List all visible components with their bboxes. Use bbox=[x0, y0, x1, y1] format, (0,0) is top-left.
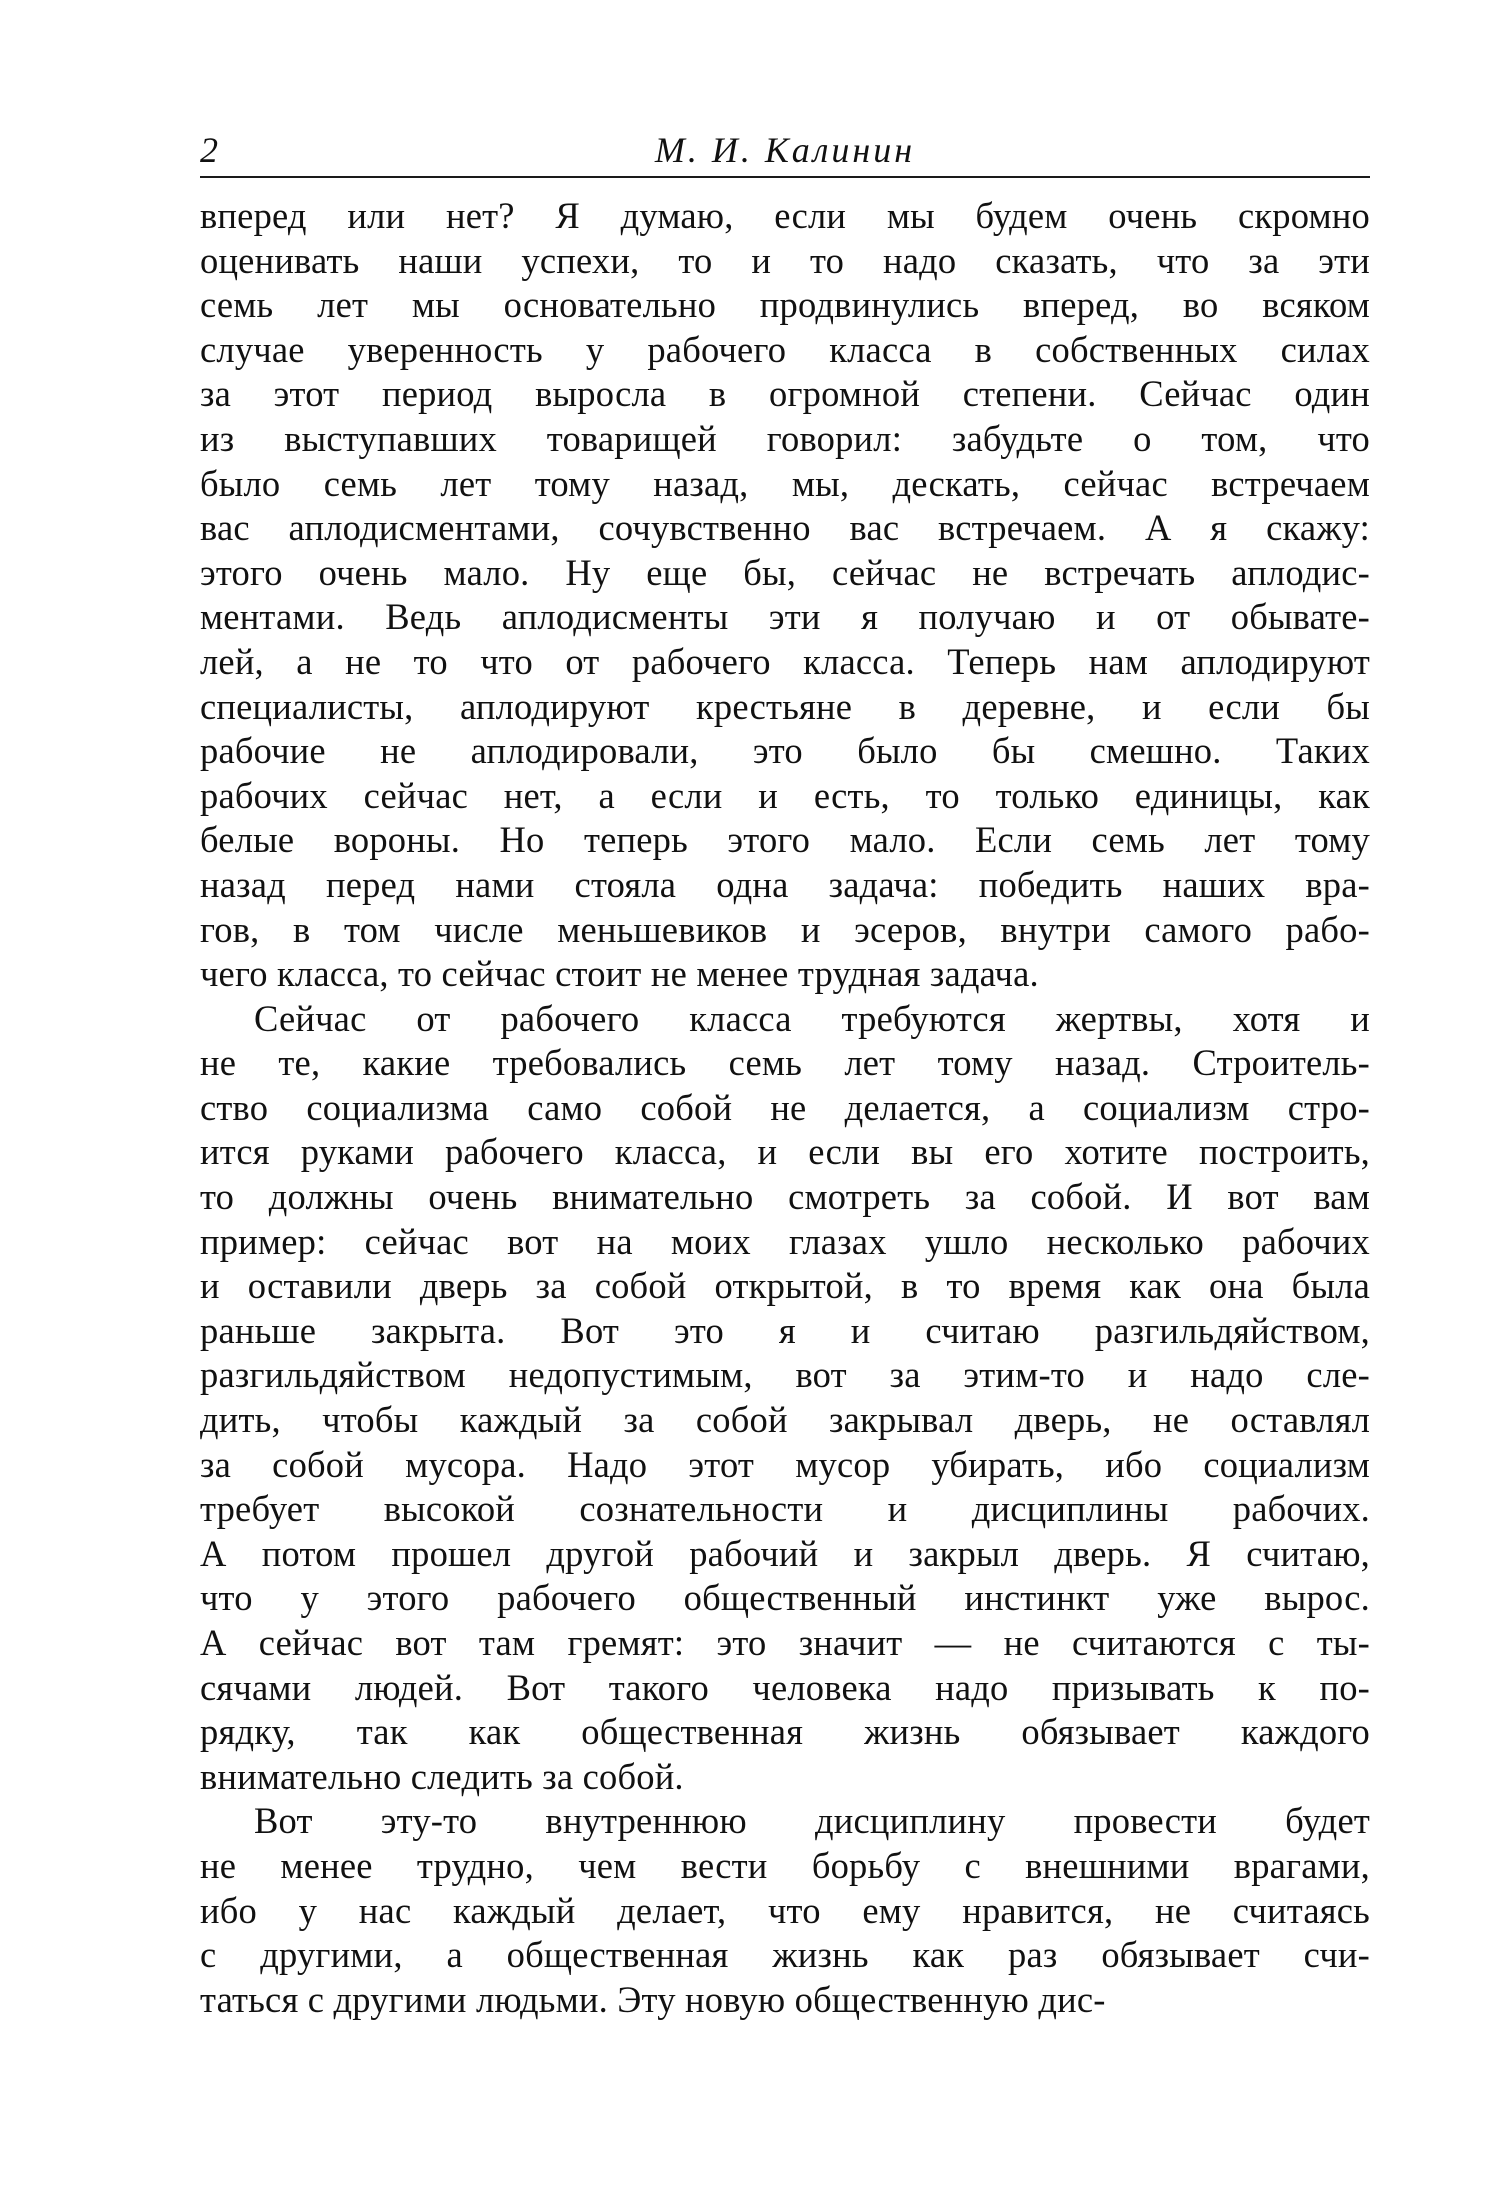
text-line: семь лет мы основательно продвинулись вперед, во всяком bbox=[200, 284, 1370, 326]
text-line: что у этого рабочего общественный инстинкт уже вырос. bbox=[200, 1577, 1370, 1619]
text-line: не те, какие требовались семь лет тому назад. Строитель- bbox=[200, 1042, 1370, 1084]
page-number: 2 bbox=[200, 130, 218, 170]
text-line: вас аплодисментами, сочувственно вас встречаем. А я скажу: bbox=[200, 507, 1370, 549]
text-line: было семь лет тому назад, мы, дескать, сейчас встречаем bbox=[200, 462, 1370, 504]
text-line: лей, а не то что от рабочего класса. Теперь нам аплодируют bbox=[200, 640, 1370, 682]
text-line: Сейчас от рабочего класса требуются жертвы, хотя и bbox=[254, 997, 1370, 1039]
text-line: белые вороны. Но теперь этого мало. Если семь лет тому bbox=[200, 819, 1370, 861]
text-line: за этот период выросла в огромной степени. Сейчас один bbox=[200, 373, 1370, 415]
text-line: оценивать наши успехи, то и то надо сказать, что за эти bbox=[200, 239, 1370, 281]
body-text bbox=[200, 194, 1370, 2022]
text-line: не менее трудно, чем вести борьбу с внешними врагами, bbox=[200, 1844, 1370, 1886]
text-line: рабочие не аплодировали, это было бы смешно. Таких bbox=[200, 730, 1370, 772]
text-line: и оставили дверь за собой открытой, в то время как она была bbox=[200, 1265, 1370, 1307]
text-line: то должны очень внимательно смотреть за собой. И вот вам bbox=[200, 1176, 1370, 1218]
text-line: таться с другими людьми. Эту новую общественную дис- bbox=[200, 1978, 1106, 2020]
running-head bbox=[200, 120, 1370, 178]
text-line: А потом прошел другой рабочий и закрыл дверь. Я считаю, bbox=[200, 1532, 1370, 1574]
paragraph bbox=[200, 997, 1370, 1800]
text-line: пример: сейчас вот на моих глазах ушло несколько рабочих bbox=[200, 1220, 1370, 1262]
text-line: случае уверенность у рабочего класса в собственных силах bbox=[200, 328, 1370, 370]
text-line: разгильдяйством недопустимым, вот за этим-то и надо сле- bbox=[200, 1354, 1370, 1396]
text-line: ментами. Ведь аплодисменты эти я получаю и от обывате- bbox=[200, 596, 1370, 638]
text-line: за собой мусора. Надо этот мусор убирать, ибо социализм bbox=[200, 1443, 1370, 1485]
text-line: требует высокой сознательности и дисциплины рабочих. bbox=[200, 1488, 1370, 1530]
paragraph bbox=[200, 1799, 1370, 2022]
text-line: с другими, а общественная жизнь как раз обязывает счи- bbox=[200, 1934, 1370, 1976]
text-line: чего класса, то сейчас стоит не менее трудная задача. bbox=[200, 953, 1039, 995]
text-line: из выступавших товарищей говорил: забудьте о том, что bbox=[200, 417, 1370, 459]
text-line: ство социализма само собой не делается, а социализм стро- bbox=[200, 1086, 1370, 1128]
text-line: дить, чтобы каждый за собой закрывал дверь, не оставлял bbox=[200, 1399, 1370, 1441]
text-line: рядку, так как общественная жизнь обязывает каждого bbox=[200, 1711, 1370, 1753]
text-line: ибо у нас каждый делает, что ему нравится, не считаясь bbox=[200, 1889, 1370, 1931]
text-line: ится руками рабочего класса, и если вы его хотите построить, bbox=[200, 1131, 1370, 1173]
text-line: назад перед нами стояла одна задача: победить наших вра- bbox=[200, 863, 1370, 905]
text-line: вперед или нет? Я думаю, если мы будем очень скромно bbox=[200, 195, 1370, 236]
text-line: А сейчас вот там гремят: это значит — не считаются с ты- bbox=[200, 1622, 1370, 1663]
text-line: рабочих сейчас нет, а если и есть, то только единицы, как bbox=[200, 774, 1370, 816]
paragraph bbox=[200, 194, 1370, 997]
text-line: гов, в том числе меньшевиков и эсеров, внутри самого рабо- bbox=[200, 908, 1370, 950]
text-line: внимательно следить за собой. bbox=[200, 1755, 684, 1797]
text-line: Вот эту-то внутреннюю дисциплину провести будет bbox=[254, 1800, 1370, 1842]
text-line: сячами людей. Вот такого человека надо призывать к по- bbox=[200, 1666, 1370, 1708]
text-line: раньше закрыта. Вот это я и считаю разгильдяйством, bbox=[200, 1309, 1370, 1351]
running-title: М. И. Калинин bbox=[654, 130, 916, 170]
book-page bbox=[200, 120, 1370, 2022]
text-line: этого очень мало. Ну еще бы, сейчас не встречать аплодис- bbox=[200, 551, 1370, 593]
text-line: специалисты, аплодируют крестьяне в деревне, и если бы bbox=[200, 685, 1370, 727]
